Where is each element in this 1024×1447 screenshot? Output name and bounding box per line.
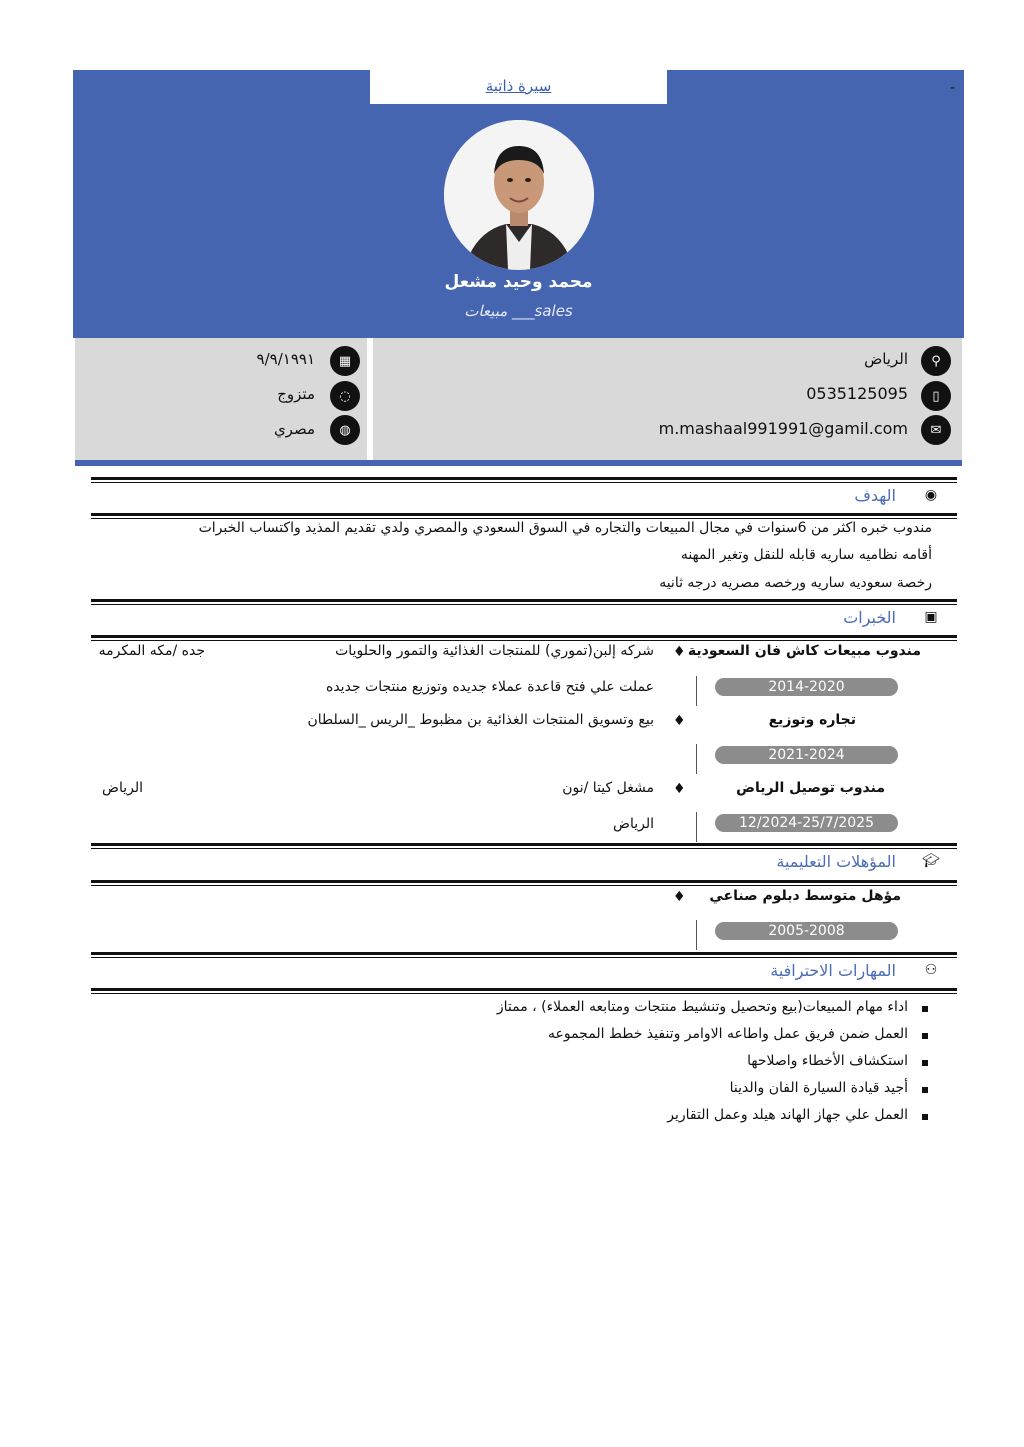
section-rule: [91, 843, 957, 849]
skill-item: العمل ضمن فريق عمل واطاعه الاوامر وتنفيذ خطط المجموعه: [548, 1026, 908, 1042]
location-text: الرياض: [864, 350, 908, 368]
section-rule: [91, 599, 957, 605]
timeline-line: [696, 744, 697, 774]
section-rule: [91, 513, 957, 519]
objective-title: الهدف: [854, 486, 896, 505]
diamond-icon: ♦: [673, 644, 686, 660]
objective-line: رخصة سعوديه ساريه ورخصه مصريه درجه ثانيه: [659, 575, 932, 591]
personal-info-panel: [75, 338, 367, 460]
calendar-icon: ▦: [330, 346, 360, 376]
profile-photo-image: [444, 120, 594, 270]
experience-description: عملت علي فتح قاعدة عملاء جديده وتوزيع منتجات جديده: [325, 679, 654, 695]
objective-line: مندوب خبره اكثر من 6سنوات في مجال المبيعات والتجاره في السوق السعودي والمصري ولدي تقديم المذيد واكتساب الخبرات: [198, 520, 932, 536]
skill-item: اداء مهام المبيعات(بيع وتحصيل وتنشيط منتجات ومتابعه العملاء) ، ممتاز: [496, 999, 908, 1015]
nationality-text: مصري: [273, 420, 315, 438]
header-dash: -: [950, 80, 956, 96]
email-text[interactable]: m.mashaal991991@gamil.com: [658, 419, 908, 438]
experience-title: الخبرات: [843, 608, 896, 627]
graduation-cap-icon: 🎓︎: [922, 853, 940, 869]
bullet-icon: [922, 1087, 928, 1093]
experience-location: جده /مكه المكرمه: [98, 643, 205, 659]
experience-role: تجاره وتوزيع: [768, 712, 856, 728]
diamond-icon: ♦: [673, 889, 686, 905]
skill-item: أجيد قيادة السيارة الفان والدينا: [729, 1080, 908, 1096]
bullet-icon: [922, 1033, 928, 1039]
education-years: 2005-2008: [715, 922, 898, 940]
phone-text[interactable]: 0535125095: [806, 384, 908, 403]
section-rule: [91, 988, 957, 994]
education-title: المؤهلات التعليمية: [776, 852, 896, 871]
title-box: [370, 70, 667, 104]
bullet-icon: [922, 1114, 928, 1120]
globe-icon: ◍: [330, 415, 360, 445]
skill-item: استكشاف الأخطاء واصلاحها: [747, 1053, 908, 1069]
info-divider-bar: [75, 460, 962, 466]
person-role: مبيعات ___sales: [464, 302, 573, 320]
document-title-link[interactable]: سيرة ذاتية: [485, 77, 552, 95]
education-degree: مؤهل متوسط دبلوم صناعي: [709, 888, 901, 904]
experience-company: شركه إلبن(تموري) للمنتجات الغذائية والتمور والحلويات: [335, 643, 654, 659]
experience-location: الرياض: [102, 780, 143, 796]
experience-company: مشغل كيتا /نون: [562, 780, 654, 796]
bullet-icon: [922, 1060, 928, 1066]
section-rule: [91, 477, 957, 483]
bullet-icon: [922, 1006, 928, 1012]
phone-icon: ▯: [921, 381, 951, 411]
ring-icon: ◌: [330, 381, 360, 411]
experience-role: مندوب توصيل الرياض: [736, 780, 885, 796]
section-rule: [91, 635, 957, 641]
diamond-icon: ♦: [673, 781, 686, 797]
people-icon: ⚇: [924, 962, 938, 978]
experience-years: 12/2024-25/7/2025: [715, 814, 898, 832]
section-rule: [91, 952, 957, 958]
diamond-icon: ♦: [673, 713, 686, 729]
experience-years: 2014-2020: [715, 678, 898, 696]
experience-years: 2021-2024: [715, 746, 898, 764]
timeline-line: [696, 676, 697, 706]
skills-title: المهارات الاحترافية: [770, 961, 896, 980]
marital-status-text: متزوج: [277, 385, 315, 403]
timeline-line: [696, 812, 697, 842]
experience-role: مندوب مبيعات كاش فان السعودية: [687, 643, 921, 659]
objective-line: أقامه نظاميه ساريه قابله للنقل وتغير المهنه: [680, 547, 932, 563]
target-icon: ◉: [924, 487, 938, 503]
timeline-line: [696, 920, 697, 950]
skill-item: العمل علي جهاز الهاند هيلد وعمل التقارير: [667, 1107, 908, 1123]
briefcase-icon: ▣: [924, 609, 938, 625]
location-icon: ⚲: [921, 346, 951, 376]
birthdate-text: ٩/٩/١٩٩١: [256, 350, 315, 368]
person-name: محمد وحيد مشعل: [444, 272, 593, 292]
experience-company: بيع وتسويق المنتجات الغذائية بن مظبوط _الريس _السلطان: [307, 712, 654, 728]
email-icon: ✉: [921, 415, 951, 445]
experience-description: الرياض: [613, 816, 654, 832]
section-rule: [91, 880, 957, 886]
profile-photo: [444, 120, 594, 270]
